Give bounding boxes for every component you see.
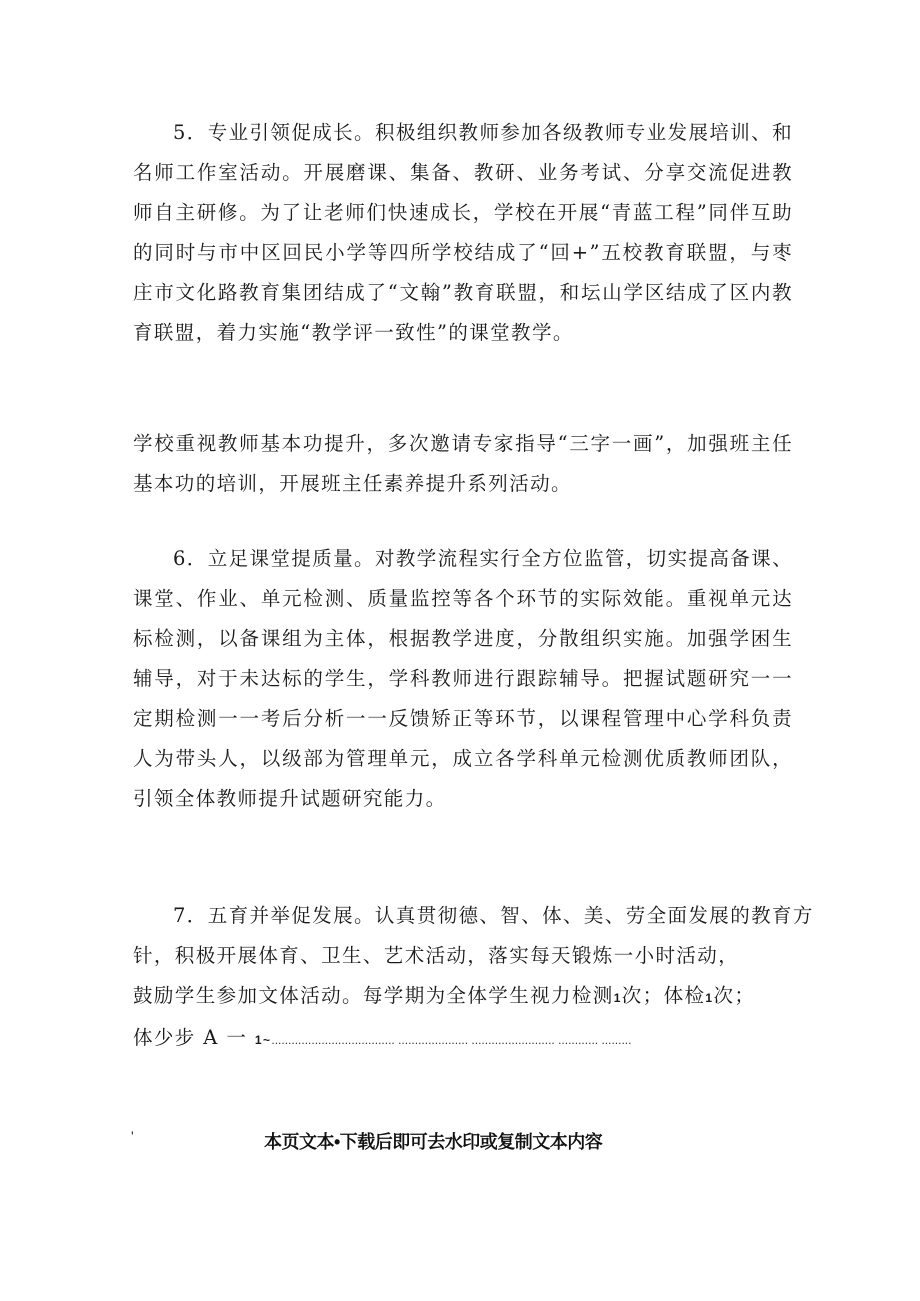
truncated-dotted-line: ..................................... ..................... ......................... ............ ......... [271, 1033, 632, 1047]
paragraph-7-line-3-text-b: 次；体检 [621, 984, 706, 1007]
paragraph-5 [133, 113, 793, 353]
footer-stray-mark: ' [131, 1128, 134, 1144]
paragraph-7-line-4-text: 体少步 A 一 [133, 1026, 255, 1049]
paragraph-5-text: 积极组织教师参加各级教师专业发展培训、和名师工作室活动。开展磨课、集备、教研、业务考试、分享交流促进教师自主研修。为了让老师们快速成长，学校在开展“青蓝工程”同伴互助的同时与市中区回民小学等四所学校结成了“回+”五校教育联盟，与枣庄市文化路教育集团结成了“文翰”教育联盟，和坛山学区结成了区内教育联盟，着力实施“教学评一致性”的课堂教学。 [133, 121, 793, 344]
paragraph-7-line-1: 7．五育并举促发展。认真贯彻德、智、体、美、劳全面发展的教育方 [173, 904, 814, 927]
physical-exam-count: 1 [705, 991, 714, 1005]
paragraph-teacher-skills [133, 424, 793, 504]
paragraph-teacher-skills-text: 学校重视教师基本功提升，多次邀请专家指导“三字一画”，加强班主任基本功的培训，开展班主任素养提升系列活动。 [133, 432, 793, 495]
paragraph-5-number: 5． [173, 121, 208, 144]
paragraph-5-heading: 专业引领促成长。 [207, 121, 375, 144]
paragraph-7-line-3 [133, 976, 793, 1018]
paragraph-7-line-2: 针，积极开展体育、卫生、艺术活动，落实每天锻炼一小时活动， [133, 944, 740, 967]
watermark-notice: 本页文本•下载后即可去水印或复制文本内容 [264, 1132, 603, 1152]
paragraph-6-number: 6． [173, 547, 208, 570]
paragraph-6-text: 对教学流程实行全方位监管，切实提高备课、课堂、作业、单元检测、质量监控等各个环节的实际效能。重视单元达标检测，以备课组为主体，根据教学进度，分散组织实施。加强学困生辅导，对于未达标的学生，学科教师进行跟踪辅导。把握试题研究一一定期检测一一考后分析一一反馈矫正等环节，以课程管理中心学科负责人为带头人，以级部为管理单元，成立各学科单元检测优质教师团队，引领全体教师提升试题研究能力。 [133, 547, 793, 810]
paragraph-7-line-4-garbled: 1~ [254, 1033, 272, 1047]
paragraph-6 [133, 539, 793, 819]
paragraph-7-line-3-text-c: 次； [713, 984, 756, 1007]
vision-check-count: 1 [613, 991, 622, 1005]
paragraph-7-line-3-text-a: 鼓励学生参加文体活动。每学期为全体学生视力检测 [133, 984, 614, 1007]
paragraph-6-heading: 立足课堂提质量。 [207, 547, 375, 570]
paragraph-7 [133, 896, 814, 1060]
paragraph-7-line-4 [133, 1018, 793, 1060]
